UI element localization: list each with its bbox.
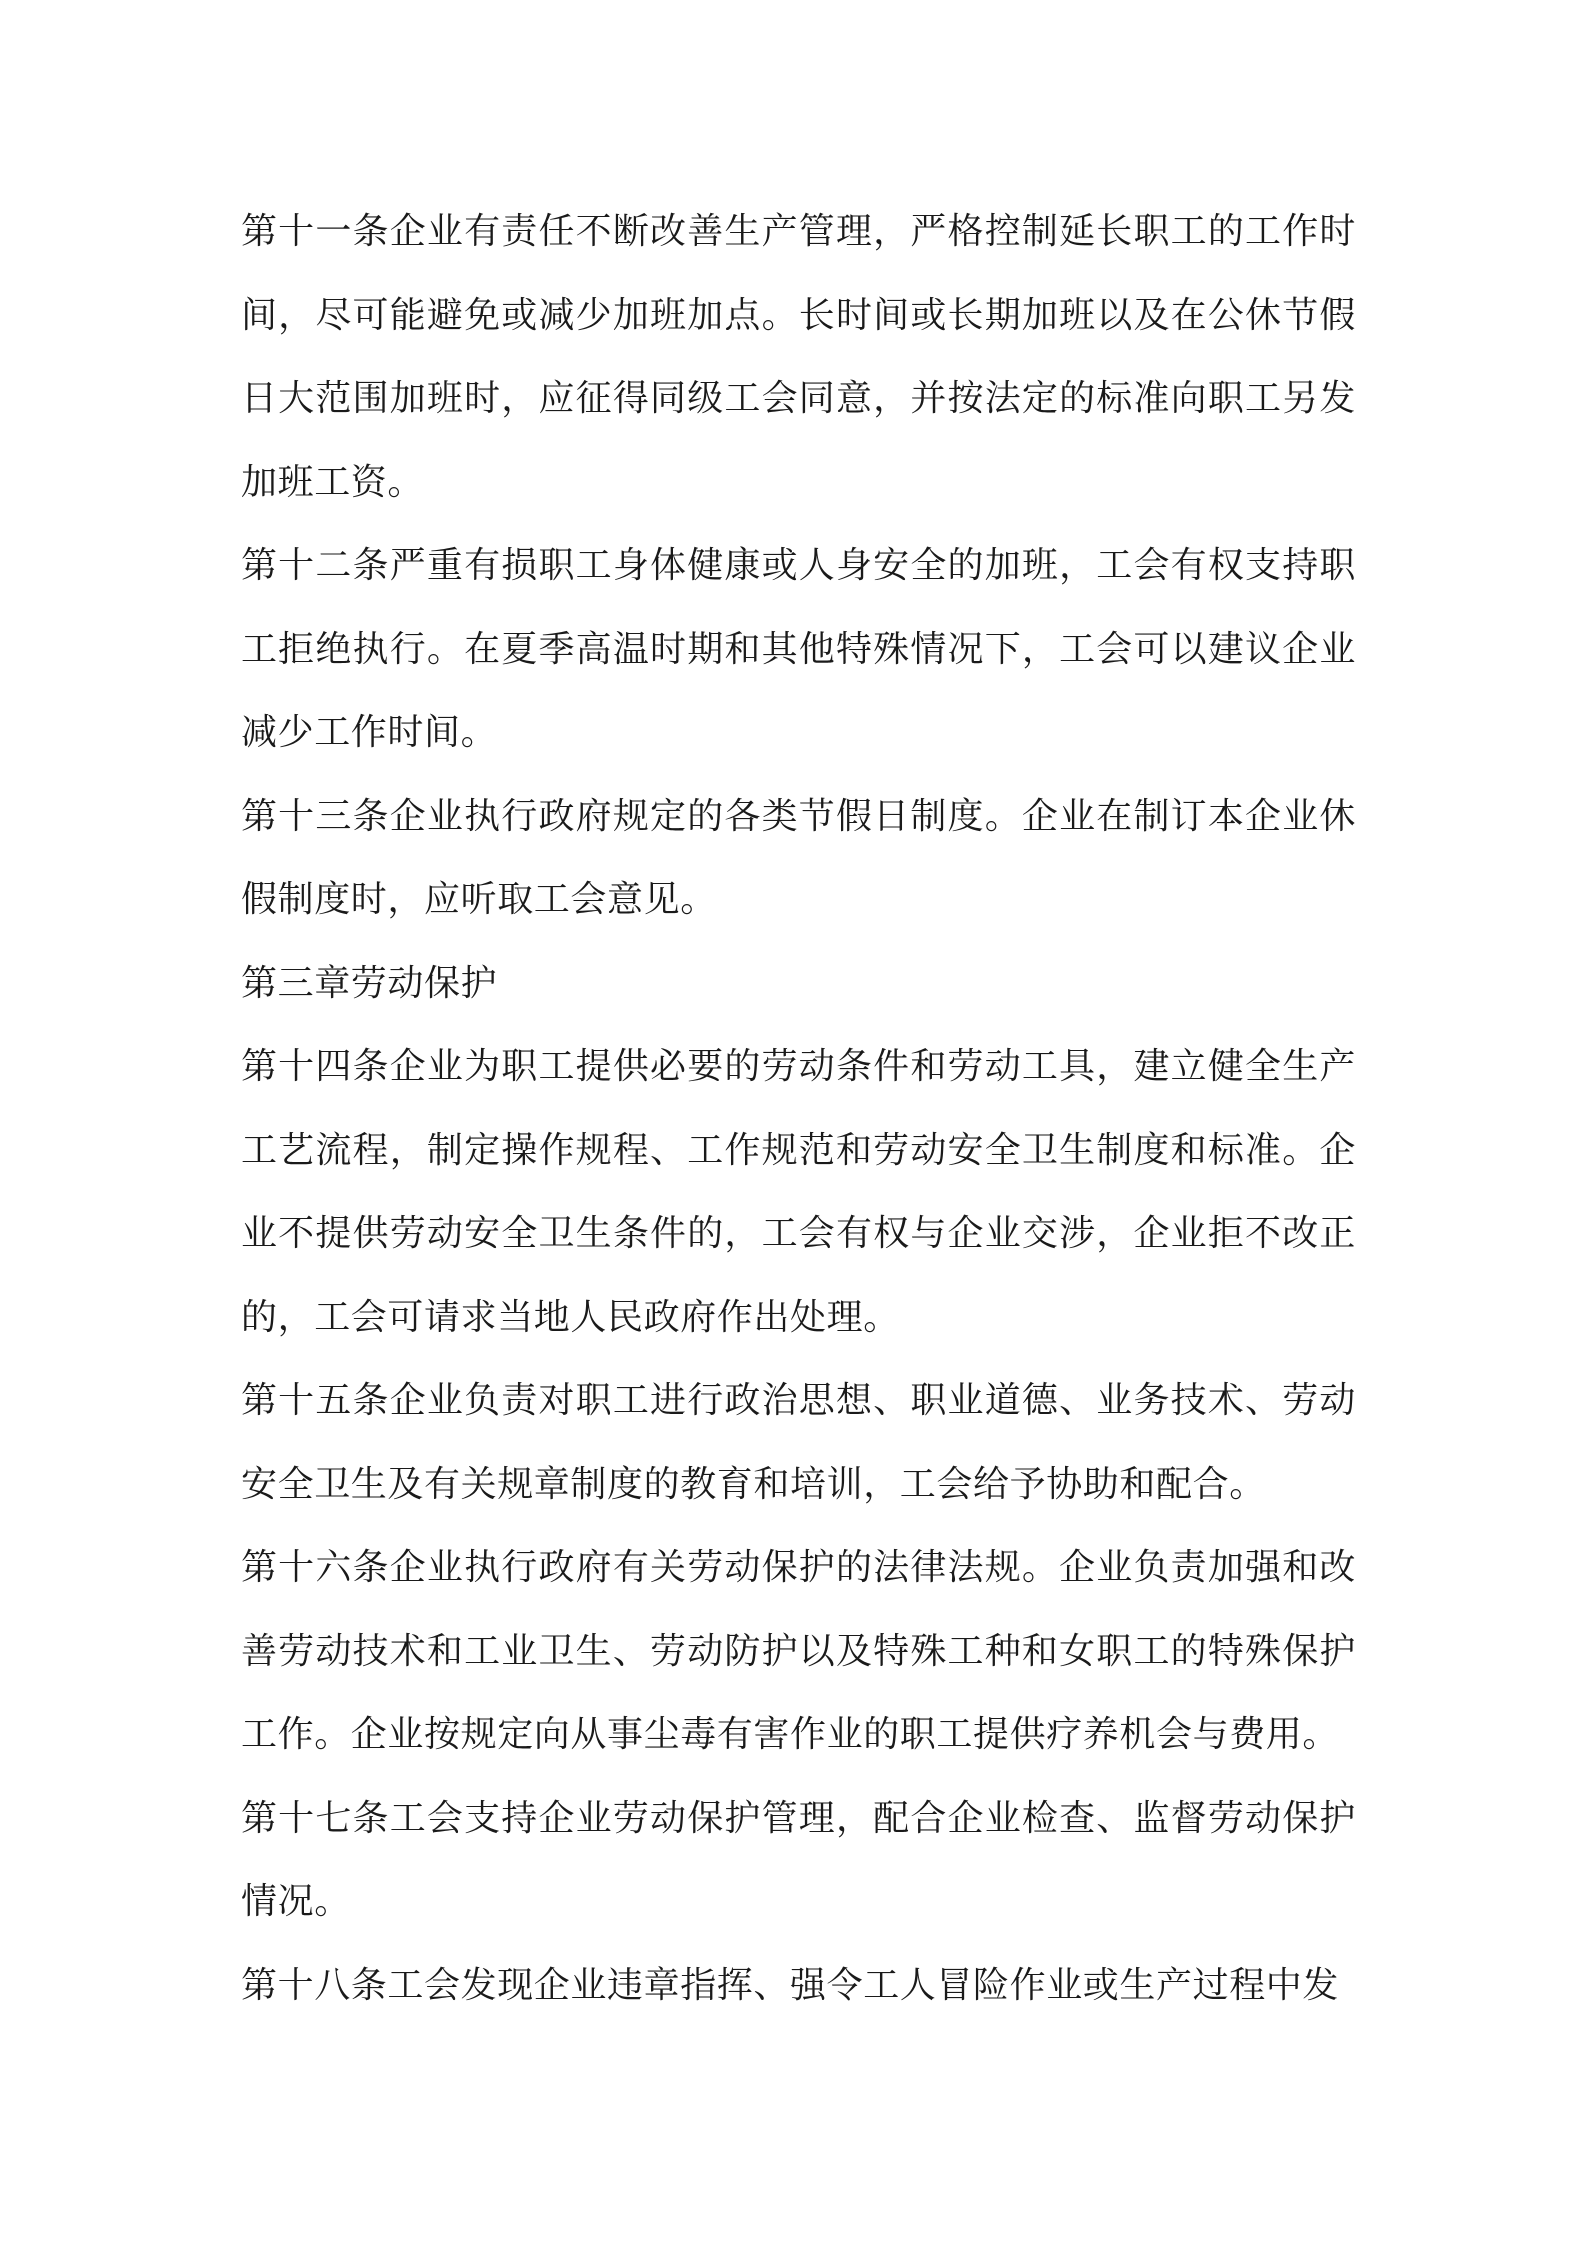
article-12-paragraph: 第十二条严重有损职工身体健康或人身安全的加班，工会有权支持职工拒绝执行。在夏季高温时期和其他特殊情况下，工会可以建议企业减少工作时间。	[241, 545, 1356, 753]
article-13-paragraph: 第十三条企业执行政府规定的各类节假日制度。企业在制订本企业休假制度时，应听取工会意见。	[241, 795, 1356, 920]
article-17-paragraph: 第十七条工会支持企业劳动保护管理，配合企业检查、监督劳动保护情况。	[241, 1797, 1356, 1922]
article-15-paragraph: 第十五条企业负责对职工进行政治思想、职业道德、业务技术、劳动安全卫生及有关规章制度的教育和培训，工会给予协助和配合。	[241, 1380, 1356, 1505]
article-16-paragraph: 第十六条企业执行政府有关劳动保护的法律法规。企业负责加强和改善劳动技术和工业卫生、劳动防护以及特殊工种和女职工的特殊保护工作。企业按规定向从事尘毒有害作业的职工提供疗养机会与费用。	[241, 1547, 1356, 1755]
article-14-paragraph: 第十四条企业为职工提供必要的劳动条件和劳动工具，建立健全生产工艺流程，制定操作规程、工作规范和劳动安全卫生制度和标准。企业不提供劳动安全卫生条件的，工会有权与企业交涉，企业拒不改正的，工会可请求当地人民政府作出处理。	[241, 1046, 1356, 1338]
chapter-3-heading: 第三章劳动保护	[241, 962, 498, 1004]
document-body	[241, 190, 1356, 2027]
article-18-paragraph: 第十八条工会发现企业违章指挥、强令工人冒险作业或生产过程中发	[241, 1964, 1340, 2006]
article-11-paragraph: 第十一条企业有责任不断改善生产管理，严格控制延长职工的工作时间，尽可能避免或减少加班加点。长时间或长期加班以及在公休节假日大范围加班时，应征得同级工会同意，并按法定的标准向职工另发加班工资。	[241, 211, 1356, 503]
